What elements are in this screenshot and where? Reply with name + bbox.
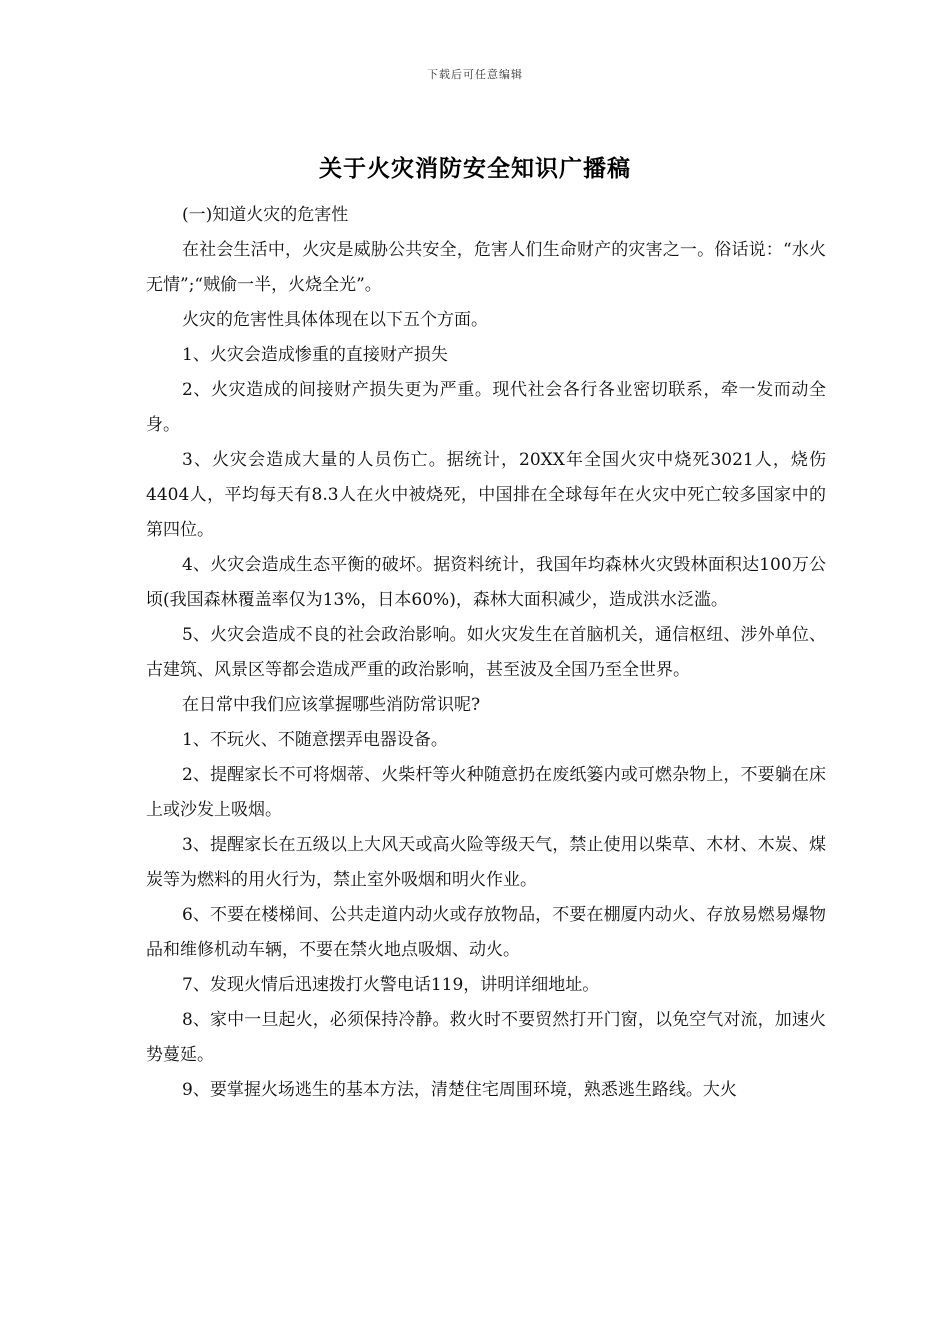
section-heading: (一)知道火灾的危害性 — [182, 205, 349, 225]
header-note: 下载后可任意编辑 — [427, 68, 523, 81]
list-item: 3、提醒家长在五级以上大风天或高火险等级天气，禁止使用以柴草、木材、木炭、煤炭等为燃料的用火行为，禁止室外吸烟和明火作业。 — [146, 835, 826, 890]
paragraph: 在社会生活中，火灾是威胁公共安全，危害人们生命财产的灾害之一。俗话说：“水火无情”;“贼偷一半，火烧全光”。 — [146, 240, 826, 295]
document-title: 关于火灾消防安全知识广播稿 — [319, 155, 631, 182]
list-item: 4、火灾会造成生态平衡的破坏。据资料统计，我国年均森林火灾毁林面积达100万公顷(我国森林覆盖率仅为13%，日本60%)，森林大面积减少，造成洪水泛滥。 — [146, 555, 826, 610]
list-item: 6、不要在楼梯间、公共走道内动火或存放物品，不要在棚厦内动火、存放易燃易爆物品和维修机动车辆，不要在禁火地点吸烟、动火。 — [146, 905, 826, 960]
list-item: 8、家中一旦起火，必须保持冷静。救火时不要贸然打开门窗，以免空气对流，加速火势蔓延。 — [146, 1010, 826, 1065]
list-item: 2、火灾造成的间接财产损失更为严重。现代社会各行各业密切联系，牵一发而动全身。 — [146, 380, 826, 435]
paragraph: 在日常中我们应该掌握哪些消防常识呢? — [182, 695, 481, 715]
list-item: 1、不玩火、不随意摆弄电器设备。 — [182, 730, 448, 750]
list-item: 5、火灾会造成不良的社会政治影响。如火灾发生在首脑机关，通信枢纽、涉外单位、古建筑、风景区等都会造成严重的政治影响，甚至波及全国乃至全世界。 — [146, 625, 826, 680]
list-item: 2、提醒家长不可将烟蒂、火柴杆等火种随意扔在废纸篓内或可燃杂物上，不要躺在床上或沙发上吸烟。 — [146, 765, 826, 820]
list-item: 1、火灾会造成惨重的直接财产损失 — [182, 345, 448, 365]
list-item: 9、要掌握火场逃生的基本方法，清楚住宅周围环境，熟悉逃生路线。大火 — [182, 1080, 737, 1100]
list-item: 7、发现火情后迅速拨打火警电话119，讲明详细地址。 — [182, 975, 600, 995]
list-item: 3、火灾会造成大量的人员伤亡。据统计，20XX年全国火灾中烧死3021人，烧伤4404人，平均每天有8.3人在火中被烧死，中国排在全球每年在火灾中死亡较多国家中的第四位。 — [146, 450, 826, 540]
document-body — [146, 198, 826, 1108]
paragraph: 火灾的危害性具体体现在以下五个方面。 — [182, 310, 488, 330]
